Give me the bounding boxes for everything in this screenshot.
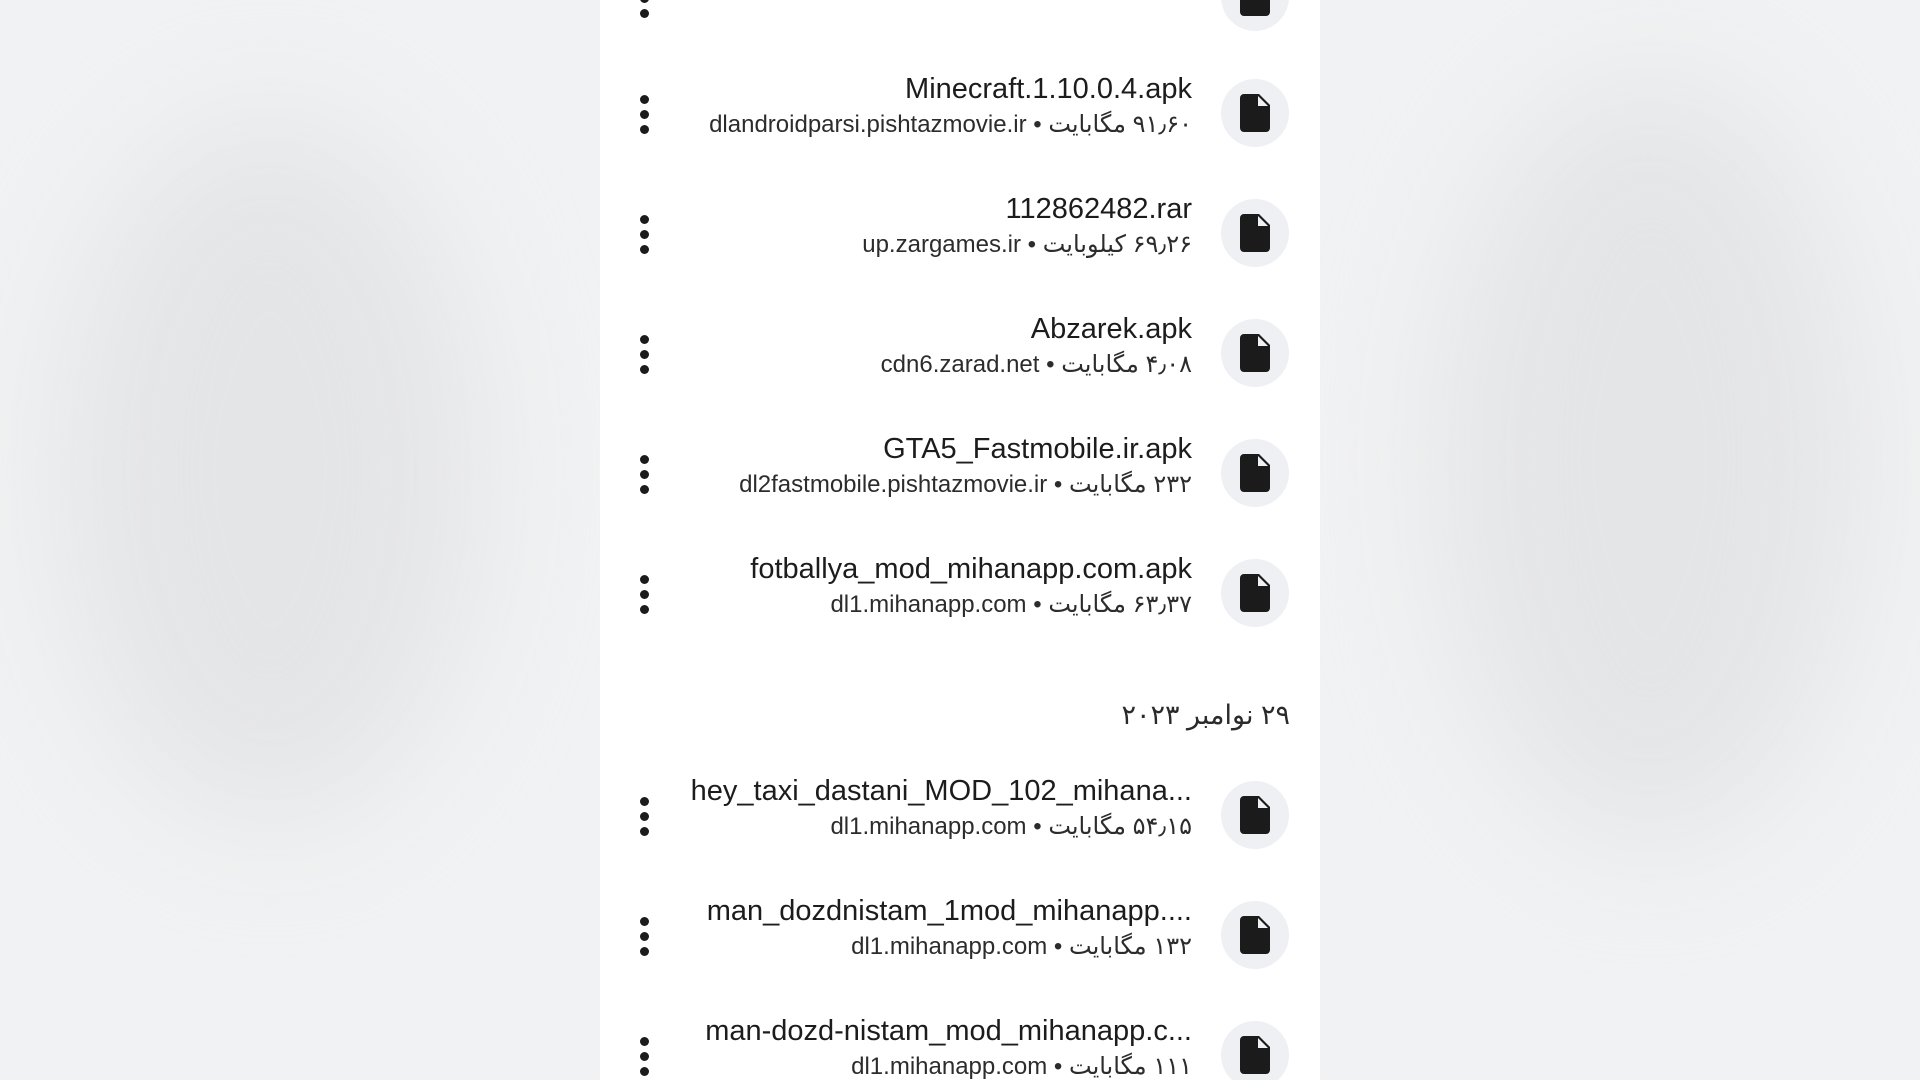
download-item[interactable] bbox=[600, 758, 1320, 878]
file-meta bbox=[672, 1050, 1192, 1080]
more-options-button[interactable] bbox=[626, 904, 662, 968]
more-vert-icon bbox=[640, 335, 649, 344]
meta-separator: • bbox=[1027, 231, 1037, 258]
file-meta bbox=[672, 348, 1192, 382]
file-icon-container bbox=[1221, 1021, 1289, 1080]
more-vert-icon-dot bbox=[640, 1052, 649, 1061]
file-icon-container bbox=[1221, 0, 1289, 31]
download-item-text bbox=[672, 892, 1192, 964]
download-item-text bbox=[672, 430, 1192, 502]
meta-separator: • bbox=[1033, 591, 1042, 618]
more-vert-icon-dot bbox=[640, 827, 649, 836]
more-vert-icon-dot bbox=[640, 9, 649, 18]
more-vert-icon bbox=[640, 797, 649, 806]
file-name: GTA5_Fastmobile.ir.apk bbox=[883, 433, 1192, 465]
meta-separator: • bbox=[1046, 351, 1055, 378]
file-size: ۴٫۰۸ مگابایت bbox=[1061, 351, 1192, 378]
file-name: 112862482.rar bbox=[1005, 193, 1192, 225]
more-options-button[interactable] bbox=[626, 562, 662, 626]
meta-separator: • bbox=[1053, 933, 1063, 960]
download-item[interactable] bbox=[600, 176, 1320, 296]
file-size: ۲۳۲ مگابایت bbox=[1069, 471, 1192, 498]
file-icon bbox=[1240, 1036, 1270, 1074]
backdrop-blur-left bbox=[60, 120, 480, 820]
more-vert-icon bbox=[640, 215, 649, 224]
more-vert-icon-dot bbox=[640, 350, 649, 359]
file-icon bbox=[1240, 94, 1270, 132]
more-vert-icon bbox=[640, 917, 649, 926]
file-meta bbox=[672, 810, 1192, 844]
file-size: ۱۳۲ مگابایت bbox=[1069, 933, 1192, 960]
more-options-button[interactable] bbox=[626, 82, 662, 146]
downloads-list-screen bbox=[600, 0, 1320, 1080]
download-item[interactable] bbox=[600, 878, 1320, 998]
more-vert-icon-dot bbox=[640, 365, 649, 374]
file-meta bbox=[672, 930, 1192, 964]
file-size: ۵۴٫۱۵ مگابایت bbox=[1048, 813, 1192, 840]
more-vert-icon bbox=[640, 1037, 649, 1046]
meta-separator: • bbox=[1053, 471, 1063, 498]
file-icon-container bbox=[1221, 559, 1289, 627]
more-options-button[interactable] bbox=[626, 322, 662, 386]
file-size: ۹۱٫۶۰ مگابایت bbox=[1048, 111, 1192, 138]
more-vert-icon-dot bbox=[640, 245, 649, 254]
more-vert-icon-dot bbox=[640, 590, 649, 599]
download-item[interactable] bbox=[600, 536, 1320, 656]
more-options-button[interactable] bbox=[626, 202, 662, 266]
more-options-button[interactable] bbox=[626, 0, 662, 30]
date-section-header: ۲۹ نوامبر ۲۰۲۳ bbox=[1121, 700, 1290, 730]
file-source: dl1.mihanapp.com bbox=[830, 813, 1027, 840]
file-name: hey_taxi_dastani_MOD_102_mihana... bbox=[690, 775, 1192, 807]
download-item[interactable] bbox=[600, 416, 1320, 536]
file-icon-container bbox=[1221, 439, 1289, 507]
file-icon-container bbox=[1221, 319, 1289, 387]
download-item[interactable] bbox=[600, 998, 1320, 1080]
file-size: ۶۹٫۲۶ کیلوبایت bbox=[1042, 231, 1192, 258]
file-size: ۱۱۱ مگابایت bbox=[1069, 1053, 1192, 1080]
more-options-button[interactable] bbox=[626, 1024, 662, 1080]
more-vert-icon bbox=[640, 575, 649, 584]
file-meta bbox=[672, 228, 1192, 262]
file-source: up.zargames.ir bbox=[862, 231, 1021, 258]
file-source: dl2fastmobile.pishtazmovie.ir bbox=[739, 471, 1048, 498]
more-vert-icon-dot bbox=[640, 110, 649, 119]
file-source: cdn6.zarad.net bbox=[880, 351, 1040, 378]
file-name: man_dozdnistam_1mod_mihanapp.... bbox=[706, 895, 1192, 927]
file-name: Abzarek.apk bbox=[1030, 313, 1192, 345]
more-vert-icon bbox=[640, 95, 649, 104]
download-item-text bbox=[672, 310, 1192, 382]
more-vert-icon-dot bbox=[640, 605, 649, 614]
more-vert-icon-dot bbox=[640, 947, 649, 956]
download-item-text bbox=[672, 1012, 1192, 1080]
file-icon bbox=[1240, 214, 1270, 252]
download-item[interactable] bbox=[600, 0, 1320, 60]
file-meta bbox=[672, 468, 1192, 502]
file-name: fotballya_mod_mihanapp.com.apk bbox=[750, 553, 1192, 585]
file-source: dlandroidparsi.pishtazmovie.ir bbox=[709, 111, 1027, 138]
file-source: dl1.mihanapp.com bbox=[851, 1053, 1048, 1080]
file-icon bbox=[1240, 574, 1270, 612]
more-options-button[interactable] bbox=[626, 784, 662, 848]
more-vert-icon-dot bbox=[640, 470, 649, 479]
file-icon bbox=[1240, 0, 1270, 16]
meta-separator: • bbox=[1033, 813, 1042, 840]
more-vert-icon bbox=[640, 455, 649, 464]
file-meta bbox=[672, 588, 1192, 622]
file-icon bbox=[1240, 454, 1270, 492]
download-item-text bbox=[672, 190, 1192, 262]
more-options-button[interactable] bbox=[626, 442, 662, 506]
file-icon bbox=[1240, 916, 1270, 954]
download-item-text bbox=[672, 772, 1192, 844]
backdrop-blur-right bbox=[1440, 80, 1860, 840]
more-vert-icon-dot bbox=[640, 230, 649, 239]
meta-separator: • bbox=[1053, 1053, 1063, 1080]
file-icon bbox=[1240, 796, 1270, 834]
meta-separator: • bbox=[1033, 111, 1042, 138]
file-icon bbox=[1240, 334, 1270, 372]
file-source: dl1.mihanapp.com bbox=[830, 591, 1027, 618]
more-vert-icon-dot bbox=[640, 0, 649, 3]
file-meta bbox=[672, 108, 1192, 142]
file-icon-container bbox=[1221, 781, 1289, 849]
file-icon-container bbox=[1221, 901, 1289, 969]
download-item[interactable] bbox=[600, 56, 1320, 176]
file-name: Minecraft.1.10.0.4.apk bbox=[905, 73, 1192, 105]
file-icon-container bbox=[1221, 79, 1289, 147]
file-icon-container bbox=[1221, 199, 1289, 267]
more-vert-icon-dot bbox=[640, 485, 649, 494]
more-vert-icon-dot bbox=[640, 932, 649, 941]
more-vert-icon-dot bbox=[640, 1067, 649, 1076]
more-vert-icon-dot bbox=[640, 125, 649, 134]
download-item-text bbox=[672, 70, 1192, 142]
download-item-text bbox=[672, 550, 1192, 622]
file-name: man-dozd-nistam_mod_mihanapp.c... bbox=[705, 1015, 1192, 1047]
file-size: ۶۳٫۳۷ مگابایت bbox=[1048, 591, 1192, 618]
download-item[interactable] bbox=[600, 296, 1320, 416]
file-source: dl1.mihanapp.com bbox=[851, 933, 1048, 960]
more-vert-icon-dot bbox=[640, 812, 649, 821]
